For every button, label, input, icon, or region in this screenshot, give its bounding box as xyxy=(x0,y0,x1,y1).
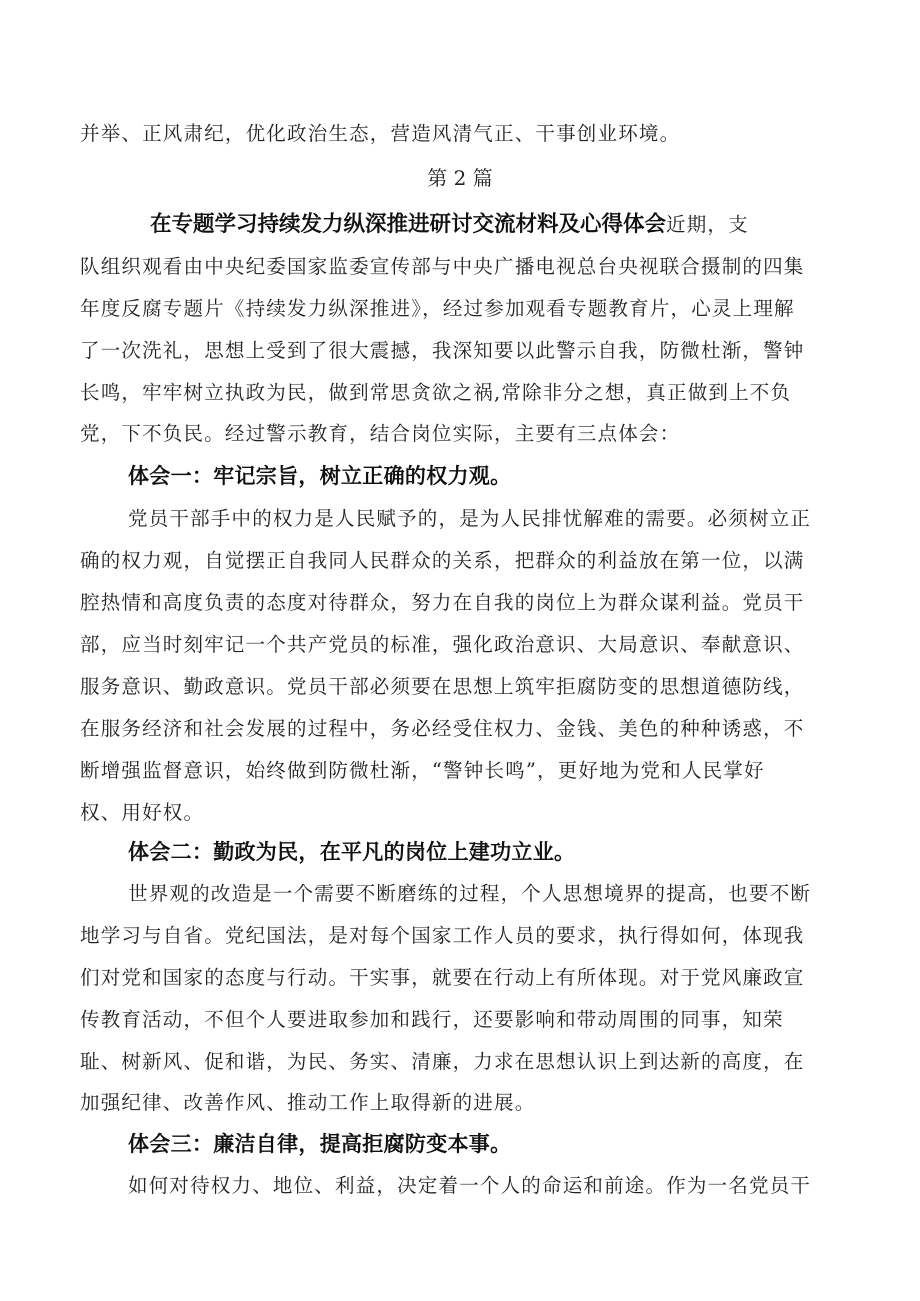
section-heading: 体会三：廉洁自律，提高拒腐防变本事。 xyxy=(128,1132,512,1156)
paragraph-line: 长鸣，牢牢树立执政为民，做到常思贪欲之祸,常除非分之想，真正做到上不负 xyxy=(80,381,792,404)
paragraph-line: 传教育活动，不但个人要进取参加和践行，还要影响和带动周围的同事，知荣 xyxy=(80,1008,784,1031)
paragraph-line: 加强纪律、改善作风、推动工作上取得新的进展。 xyxy=(80,1091,536,1114)
paragraph-line: 如何对待权力、地位、利益，决定着一个人的命运和前途。作为一名党员干 xyxy=(128,1174,812,1197)
document-title: 在专题学习持续发力纵深推进研讨交流材料及心得体会 xyxy=(150,212,667,237)
paragraph-line: 服务意识、勤政意识。党员干部必须要在思想上筑牢拒腐防变的思想道德防线， xyxy=(80,675,805,698)
paragraph-line: 们对党和国家的态度与行动。干实事，就要在行动上有所体现。对于党风廉政宣 xyxy=(80,966,805,989)
paragraph-line: 世界观的改造是一个需要不断磨练的过程，个人思想境界的提高，也要不断 xyxy=(128,882,812,905)
paragraph-line: 确的权力观，自觉摆正自我同人民群众的关系，把群众的利益放在第一位，以满 xyxy=(80,549,805,572)
paragraph-line: 了一次洗礼，思想上受到了很大震撼，我深知要以此警示自我，防微杜渐，警钟 xyxy=(80,339,805,362)
paragraph-line: 耻、树新风、促和谐，为民、务实、清廉，力求在思想认识上到达新的高度，在 xyxy=(80,1050,805,1073)
title-line xyxy=(150,207,850,238)
section-heading: 体会二：勤政为民，在平凡的岗位上建功立业。 xyxy=(128,840,576,864)
paragraph-line: 近期，支 xyxy=(666,213,749,236)
paragraph-line: 并举、正风肃纪，优化政治生态，营造风清气正、干事创业环境。 xyxy=(80,122,681,145)
section-number: 第 2 篇 xyxy=(427,166,493,190)
paragraph-line: 部，应当时刻牢记一个共产党员的标准，强化政治意识、大局意识、奉献意识、 xyxy=(80,633,805,656)
section-heading: 体会一：牢记宗旨，树立正确的权力观。 xyxy=(128,464,512,488)
paragraph-line: 在服务经济和社会发展的过程中，务必经受住权力、金钱、美色的种种诱惑，不 xyxy=(80,717,805,740)
paragraph-line: 党员干部手中的权力是人民赋予的，是为人民排忧解难的需要。必须树立正 xyxy=(128,507,812,530)
paragraph-line: 队组织观看由中央纪委国家监委宣传部与中央广播电视总台央视联合摄制的四集 xyxy=(80,255,805,278)
paragraph-line: 腔热情和高度负责的态度对待群众，努力在自我的岗位上为群众谋利益。党员干 xyxy=(80,591,805,614)
paragraph-line: 党，下不负民。经过警示教育，结合岗位实际，主要有三点体会： xyxy=(80,422,681,445)
paragraph-line: 断增强监督意识，始终做到防微杜渐，“警钟长鸣”，更好地为党和人民掌好 xyxy=(80,759,765,782)
paragraph-line: 年度反腐专题片《持续发力纵深推进》，经过参加观看专题教育片，心灵上理解 xyxy=(80,297,795,320)
paragraph-line: 权、用好权。 xyxy=(80,801,205,824)
paragraph-line: 地学习与自省。党纪国法，是对每个国家工作人员的要求，执行得如何，体现我 xyxy=(80,924,805,947)
